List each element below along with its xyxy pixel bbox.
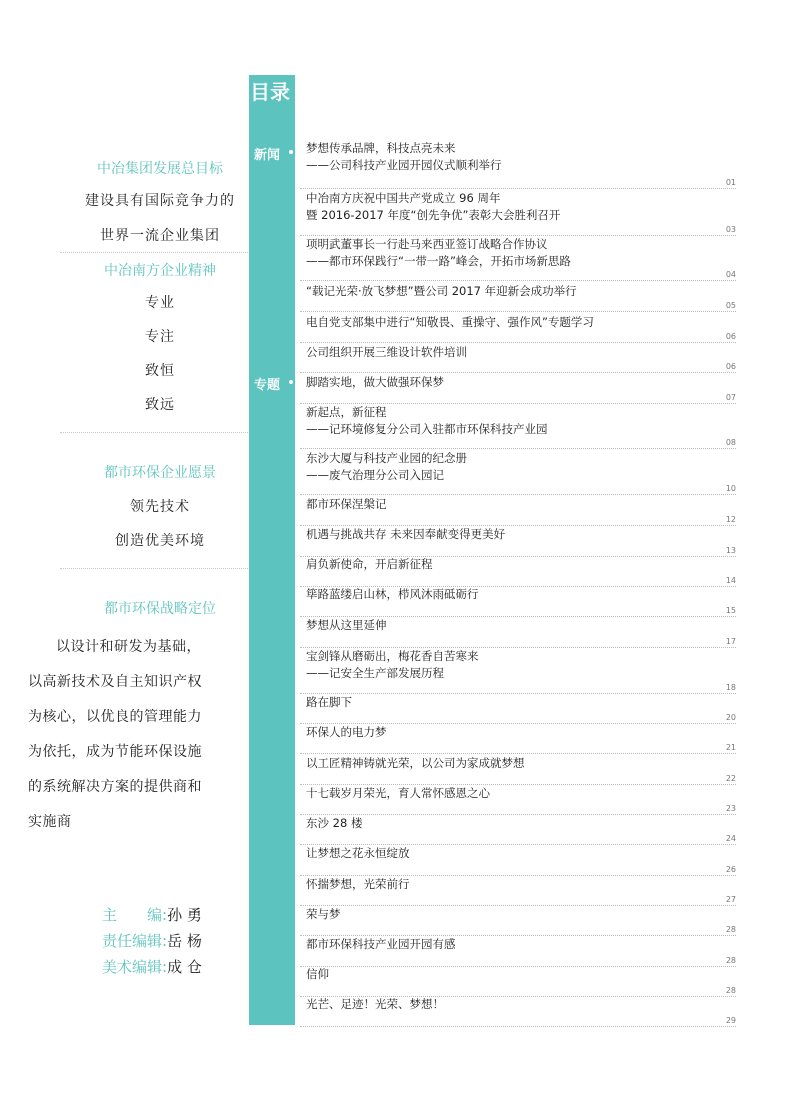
divider [60,252,260,253]
toc-entry-page: 29 [725,1016,736,1025]
credit-chief-editor [102,904,202,925]
toc-entry-page: 17 [725,637,736,646]
toc-entry-page: 28 [725,956,736,965]
toc-entry-title: 梦想从这里延伸 [306,618,387,632]
credit-value: 孙 勇 [167,906,202,924]
toc-entry-title: 暨 2016-2017 年度“创先争优”表彰大会胜利召开 [306,208,561,222]
toc-entry-title: ——都市环保践行“一带一路”峰会，开拓市场新思路 [306,254,571,268]
credit-value: 岳 杨 [167,932,202,950]
toc-entry-page: 03 [725,225,736,234]
vision-item: 领先技术 [130,499,190,515]
toc-entry-page: 04 [725,270,736,279]
toc-entry-title: 都市环保科技产业园开园有感 [306,937,456,951]
toc-entry-title: 东沙 28 楼 [306,816,363,830]
toc-entry-page: 24 [725,834,736,843]
toc-entry-page: 28 [725,986,736,995]
toc-entry-divider [300,280,736,281]
credit-label: 美术编辑: [102,958,168,976]
category-dot [288,149,294,155]
toc-entry-page: 18 [725,683,736,692]
toc-entry-title: 电自党支部集中进行“知敬畏、重操守、强作风”专题学习 [306,315,594,329]
toc-entry-divider [300,814,736,815]
toc-entry-divider [300,753,736,754]
toc-entry-divider [300,966,736,967]
toc-entry-page: 28 [725,925,736,934]
toc-entry-page: 08 [725,438,736,447]
toc-entry-divider [300,342,736,343]
divider [60,568,260,569]
toc-entry-title: 都市环保涅槃记 [306,497,387,511]
toc-entry-title: 路在脚下 [306,695,352,709]
toc-entry-page: 27 [725,895,736,904]
toc-entry-title: 十七载岁月荣光，育人常怀感恩之心 [306,786,490,800]
toc-entry-title: 让梦想之花永恒绽放 [306,846,410,860]
toc-entry-page: 06 [725,332,736,341]
toc-entry-title: ——废气治理分公司入园记 [306,468,444,482]
credit-value: 成 仓 [167,958,202,976]
toc-entry-title: 机遇与挑战共存 未来因奉献变得更美好 [306,527,506,541]
toc-entry-title: 中冶南方庆祝中国共产党成立 96 周年 [306,191,501,205]
credit-art-editor [102,956,202,977]
toc-entry-title: 宝剑锋从磨砺出，梅花香自苦寒来 [306,649,479,663]
toc-entry-divider [300,693,736,694]
toc-entry-title: 光芒、足迹！光荣、梦想！ [306,997,444,1011]
toc-entry-title: ——记环境修复分公司入驻都市环保科技产业园 [306,422,548,436]
toc-entry-page: 13 [725,546,736,555]
strategy-title: 都市环保战略定位 [104,601,216,617]
toc-entry-title: 怀揣梦想，光荣前行 [306,877,410,891]
toc-entry-title: 信仰 [306,967,329,981]
spirit-item: 专业 [145,295,175,311]
toc-entry-title: 环保人的电力梦 [306,725,387,739]
credit-label: 责任编辑: [102,932,168,950]
strategy-text: 以设计和研发为基础，以高新技术及自主知识产权为核心，以优良的管理能力为依托，成为节能环保设施的系统解决方案的提供商和实施商 [28,639,202,830]
toc-entry-title: ——公司科技产业园开园仪式顺利举行 [306,158,502,172]
toc-entry-title: 东沙大厦与科技产业园的纪念册 [306,451,467,465]
toc-entry-divider [300,188,736,189]
toc-entry-page: 10 [725,484,736,493]
toc-entry-title: ——记安全生产部发展历程 [306,666,444,680]
toc-entry-page: 26 [725,865,736,874]
toc-entry-page: 21 [725,743,736,752]
toc-entry-title: “载记光荣·放飞梦想”暨公司 2017 年迎新会成功举行 [306,284,577,298]
credit-responsible-editor [102,930,202,951]
toc-entry-page: 23 [725,804,736,813]
spirit-item: 专注 [145,329,175,345]
toc-entry-divider [300,311,736,312]
goal-line: 世界一流企业集团 [100,228,220,244]
toc-entry-title: 荣与梦 [306,907,341,921]
vision-item: 创造优美环境 [115,533,205,549]
goal-line: 建设具有国际竞争力的 [85,193,235,209]
toc-entry-page: 01 [725,178,736,187]
toc-entry-page: 12 [725,515,736,524]
toc-entry-page: 15 [725,606,736,615]
vision-title: 都市环保企业愿景 [104,465,216,481]
toc-entry-page: 05 [725,301,736,310]
toc-entry-page: 14 [725,576,736,585]
toc-list [300,0,740,1100]
toc-entry-divider [300,494,736,495]
toc-entry-title: 以工匠精神铸就光荣，以公司为家成就梦想 [306,756,525,770]
toc-entry-title: 筚路蓝缕启山林，栉风沐雨砥砺行 [306,587,479,601]
toc-entry-title: 肩负新使命，开启新征程 [306,557,433,571]
toc-entry-title: 项明武董事长一行赴马来西亚签订战略合作协议 [306,237,548,251]
category-news: 新闻 [254,148,281,163]
credit-label: 主 编: [102,906,168,924]
spirit-title: 中冶南方企业精神 [104,263,216,279]
toc-entry-title: 脚踏实地，做大做强环保梦 [306,375,444,389]
spirit-item: 致恒 [145,363,175,379]
toc-entry-title: 梦想传承品牌，科技点亮未来 [306,141,456,155]
goal-title: 中冶集团发展总目标 [97,161,223,177]
toc-title: 目录 [250,80,290,104]
toc-entry-divider [300,905,736,906]
toc-entry-title: 公司组织开展三维设计软件培训 [306,345,467,359]
divider [60,432,260,433]
toc-entry-page: 22 [725,774,736,783]
toc-entry-page: 06 [725,362,736,371]
toc-entry-page: 07 [725,393,736,402]
category-dot [288,379,294,385]
toc-entry-title: 新起点，新征程 [306,405,387,419]
category-feature: 专题 [254,378,281,393]
toc-entry-divider [300,372,736,373]
spirit-item: 致远 [145,397,175,413]
toc-entry-divider [300,448,736,449]
toc-entry-divider [300,1026,736,1027]
toc-entry-page: 20 [725,713,736,722]
toc-side-bar [249,75,295,1025]
